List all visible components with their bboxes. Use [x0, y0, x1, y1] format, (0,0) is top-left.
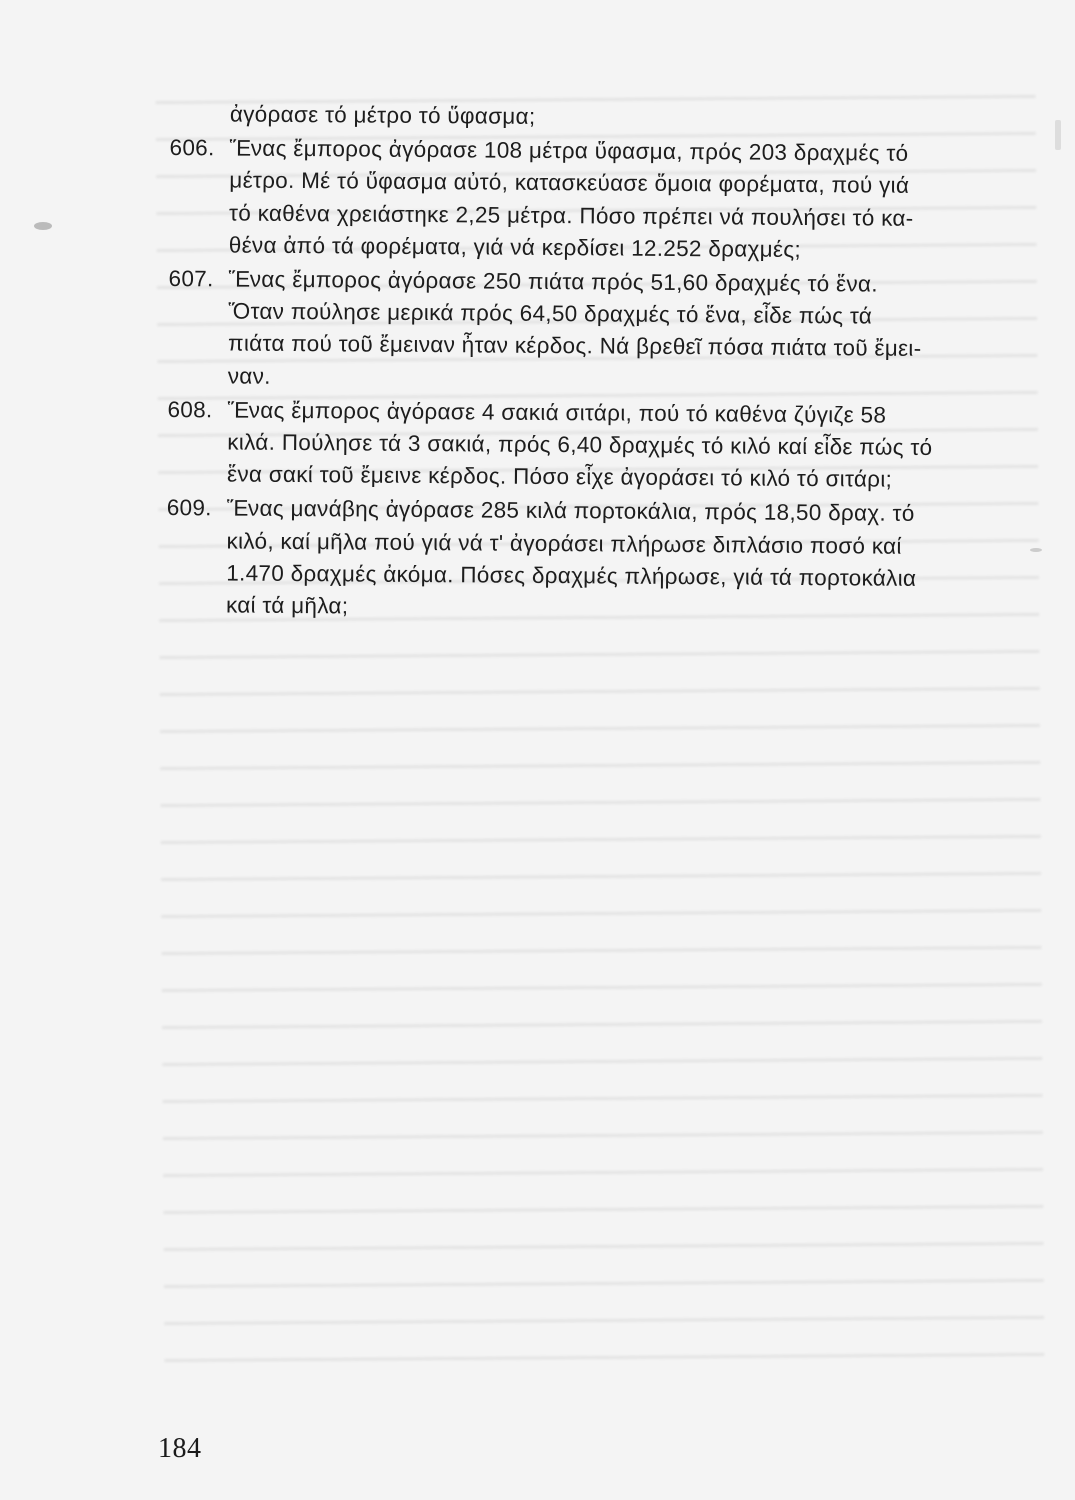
exercise-text-line: κιλό, καί μῆλα πού γιά νά τ' ἀγοράσει πλήρωσε διπλάσιο ποσό καί [226, 528, 902, 559]
exercise-text-line: Ἕνας ἔμπορος ἀγόρασε 108 μέτρα ὕφασμα, πρός 203 δραχμές τό [229, 135, 909, 167]
exercise-text-line: ναν. [227, 363, 271, 389]
exercise-number: 607. [168, 266, 214, 292]
exercise-606 [169, 132, 1040, 268]
paper-speck [1055, 120, 1061, 150]
exercise-text-line: Ὅταν πούλησε μερικά πρός 64,50 δραχμές τό ἕνα, εἶδε πώς τά [228, 298, 873, 329]
exercise-text-line: καί τά μῆλα; [225, 592, 349, 619]
exercise-text-line: Ἕνας ἔμπορος ἀγόρασε 4 σακιά σιτάρι, πού τό καθένα ζύγιζε 58 [227, 397, 887, 428]
exercise-608 [167, 394, 1038, 497]
continuation-line: ἀγόρασε τό μέτρο τό ὕφασμα; [229, 101, 536, 129]
exercise-number: 608. [167, 396, 213, 423]
exercise-text-line: κιλά. Πούλησε τά 3 σακιά, πρός 6,40 δραχμές τό κιλό καί εἶδε πώς τό [227, 429, 933, 461]
exercise-text-line: τό καθένα χρειάστηκε 2,25 μέτρα. Πόσο πρέπει νά πουλήσει τό κα- [229, 200, 914, 231]
exercise-text-line: ἕνα σακί τοῦ ἔμεινε κέρδος. Πόσο εἶχε ἀγοράσει τό κιλό τό σιτάρι; [226, 461, 893, 492]
exercise-607 [168, 263, 1039, 399]
exercise-text-line: Ἕνας μανάβης ἀγόρασε 285 κιλά πορτοκάλια, πρός 18,50 δραχ. τό [226, 495, 915, 527]
exercise-text-line: 1.470 δραχμές ἀκόμα. Πόσες δραχμές πλήρωσε, γιά τά πορτοκάλια [226, 560, 917, 591]
page-content [166, 98, 1040, 628]
paper-speck [34, 222, 52, 230]
exercise-text-line: μέτρο. Μέ τό ὕφασμα αὐτό, κατασκεύασε ὅμοια φορέματα, πού γιά [229, 167, 910, 199]
exercise-609 [166, 492, 1037, 628]
exercise-number: 606. [169, 135, 215, 161]
exercise-text-line: πιάτα πού τοῦ ἔμειναν ἦταν κέρδος. Νά βρεθεῖ πόσα πιάτα τοῦ ἔμει- [227, 330, 922, 362]
exercise-text-line: θένα ἀπό τά φορέματα, γιά νά κερδίσει 12.252 δραχμές; [228, 232, 802, 262]
exercise-number: 609. [166, 495, 212, 521]
exercise-text-line: Ἕνας ἔμπορος ἀγόρασε 250 πιάτα πρός 51,60 δραχμές τό ἕνα. [228, 266, 878, 297]
page-number: 184 [158, 1433, 202, 1464]
